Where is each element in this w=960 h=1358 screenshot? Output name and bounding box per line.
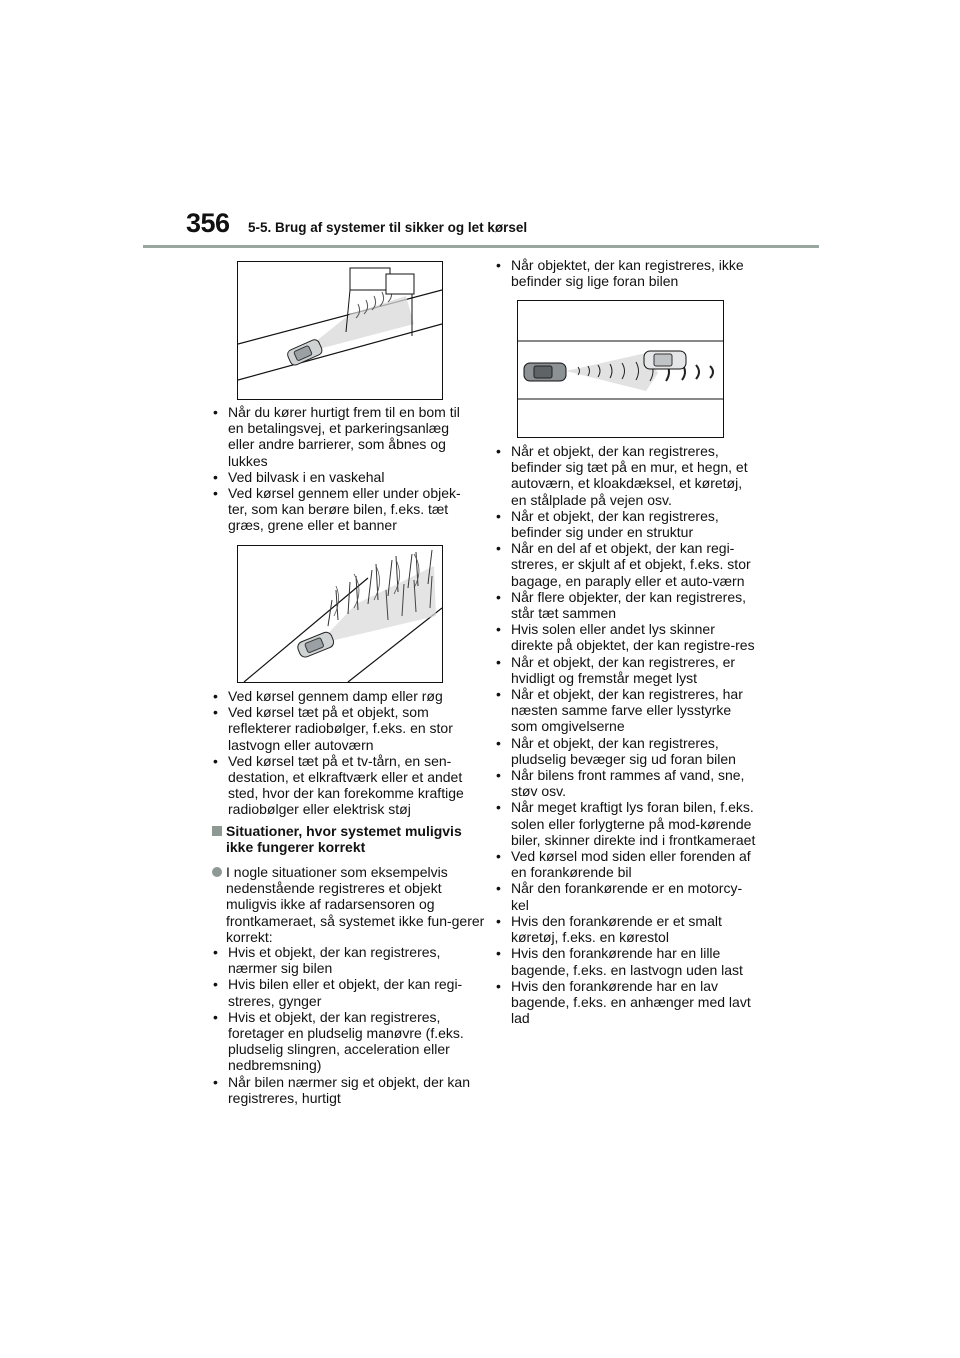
bullet-list-2 xyxy=(206,688,472,818)
tall-grass-drawing xyxy=(238,546,442,682)
list-item: • Ved kørsel tæt på et objekt, som reflekterer radiobølger, f.eks. en stor lastvogn eller autoværn xyxy=(206,704,472,753)
list-item: • Når den forankørende er en motorcy-kel xyxy=(489,880,759,912)
list-item: • Ved kørsel gennem damp eller røg xyxy=(206,688,472,704)
list-item: • Når bilens front rammes af vand, sne, støv osv. xyxy=(489,767,759,799)
illustration-tall-grass xyxy=(237,545,443,683)
section-heading-text: Situationer, hvor systemet muligvis ikke fungerer korrekt xyxy=(226,823,462,856)
list-item: • Hvis solen eller andet lys skinner direkte på objektet, der kan registre-res xyxy=(489,621,759,653)
section-title: 5-5. Brug af systemer til sikker og let kørsel xyxy=(248,220,528,235)
list-item: • Når et objekt, der kan registreres, befinder sig tæt på en mur, et hegn, et autoværn, et kloakdæksel, et køretøj, en stålplade på vejen osv. xyxy=(489,443,759,508)
list-item: • Hvis den forankørende er et smalt køretøj, f.eks. en kørestol xyxy=(489,913,759,945)
list-item: • Når en del af et objekt, der kan regi-streres, er skjult af et objekt, f.eks. stor bagage, en paraply eller et auto-værn xyxy=(489,540,759,589)
list-item: • Når objektet, der kan registreres, ikke befinder sig lige foran bilen xyxy=(489,257,759,289)
list-item: • Hvis et objekt, der kan registreres, nærmer sig bilen xyxy=(206,944,472,976)
list-item: • Når du kører hurtigt frem til en bom til en betalingsvej, et parkeringsanlæg eller andre barrierer, som åbnes og lukkes xyxy=(206,404,472,469)
bullet-list-5 xyxy=(489,443,759,1026)
toll-gate-drawing xyxy=(238,262,442,399)
illustration-toll-gate xyxy=(237,261,443,400)
list-item: • Ved kørsel tæt på et tv-tårn, en sen-destation, et elkraftværk eller et andet sted, hvor der kan forekomme kraftige radiobølger eller elektrisk støj xyxy=(206,753,472,818)
list-item: • Hvis bilen eller et objekt, der kan regi-streres, gynger xyxy=(206,976,472,1008)
list-item: • Når et objekt, der kan registreres, befinder sig under en struktur xyxy=(489,508,759,540)
list-item: • Hvis den forankørende har en lav bagende, f.eks. en anhænger med lavt lad xyxy=(489,978,759,1027)
note-paragraph xyxy=(212,864,488,945)
list-item: • Når flere objekter, der kan registreres, står tæt sammen xyxy=(489,589,759,621)
bullet-list-1 xyxy=(206,404,472,534)
list-item: • Ved kørsel mod siden eller forenden af en forankørende bil xyxy=(489,848,759,880)
list-item: • Hvis den forankørende har en lille bagende, f.eks. en lastvogn uden last xyxy=(489,945,759,977)
note-text: I nogle situationer som eksempelvis nedenstående registreres et objekt muligvis ikke af radarsensoren og frontkameraet, så systemet ikke fun-gerer korrekt: xyxy=(226,864,485,945)
list-item: • Ved bilvask i en vaskehal xyxy=(206,469,472,485)
list-item: • Når et objekt, der kan registreres, pludselig bevæger sig ud foran bilen xyxy=(489,735,759,767)
page-number: 356 xyxy=(186,208,230,238)
list-item: • Ved kørsel gennem eller under objek-ter, som kan berøre bilen, f.eks. tæt græs, grene eller et banner xyxy=(206,485,472,534)
list-item: • Når et objekt, der kan registreres, er hvidligt og fremstår meget lyst xyxy=(489,654,759,686)
square-marker-icon xyxy=(212,826,222,836)
bullet-list-3 xyxy=(206,944,472,1106)
list-item: • Hvis et objekt, der kan registreres, foretager en pludselig manøvre (f.eks. pludselig slingren, acceleration eller nedbremsning) xyxy=(206,1009,472,1074)
bullet-list-4 xyxy=(489,257,759,289)
illustration-offset-object xyxy=(517,300,724,438)
header-rule xyxy=(143,245,819,248)
list-item: • Når meget kraftigt lys foran bilen, f.eks. solen eller forlygterne på mod-kørende biler, skinner direkte ind i frontkameraet xyxy=(489,799,759,848)
section-heading xyxy=(212,823,486,855)
offset-object-drawing xyxy=(518,301,723,437)
list-item: • Når bilen nærmer sig et objekt, der kan registreres, hurtigt xyxy=(206,1074,472,1106)
list-item: • Når et objekt, der kan registreres, har næsten samme farve eller lysstyrke som omgivelserne xyxy=(489,686,759,735)
circle-marker-icon xyxy=(212,867,222,877)
